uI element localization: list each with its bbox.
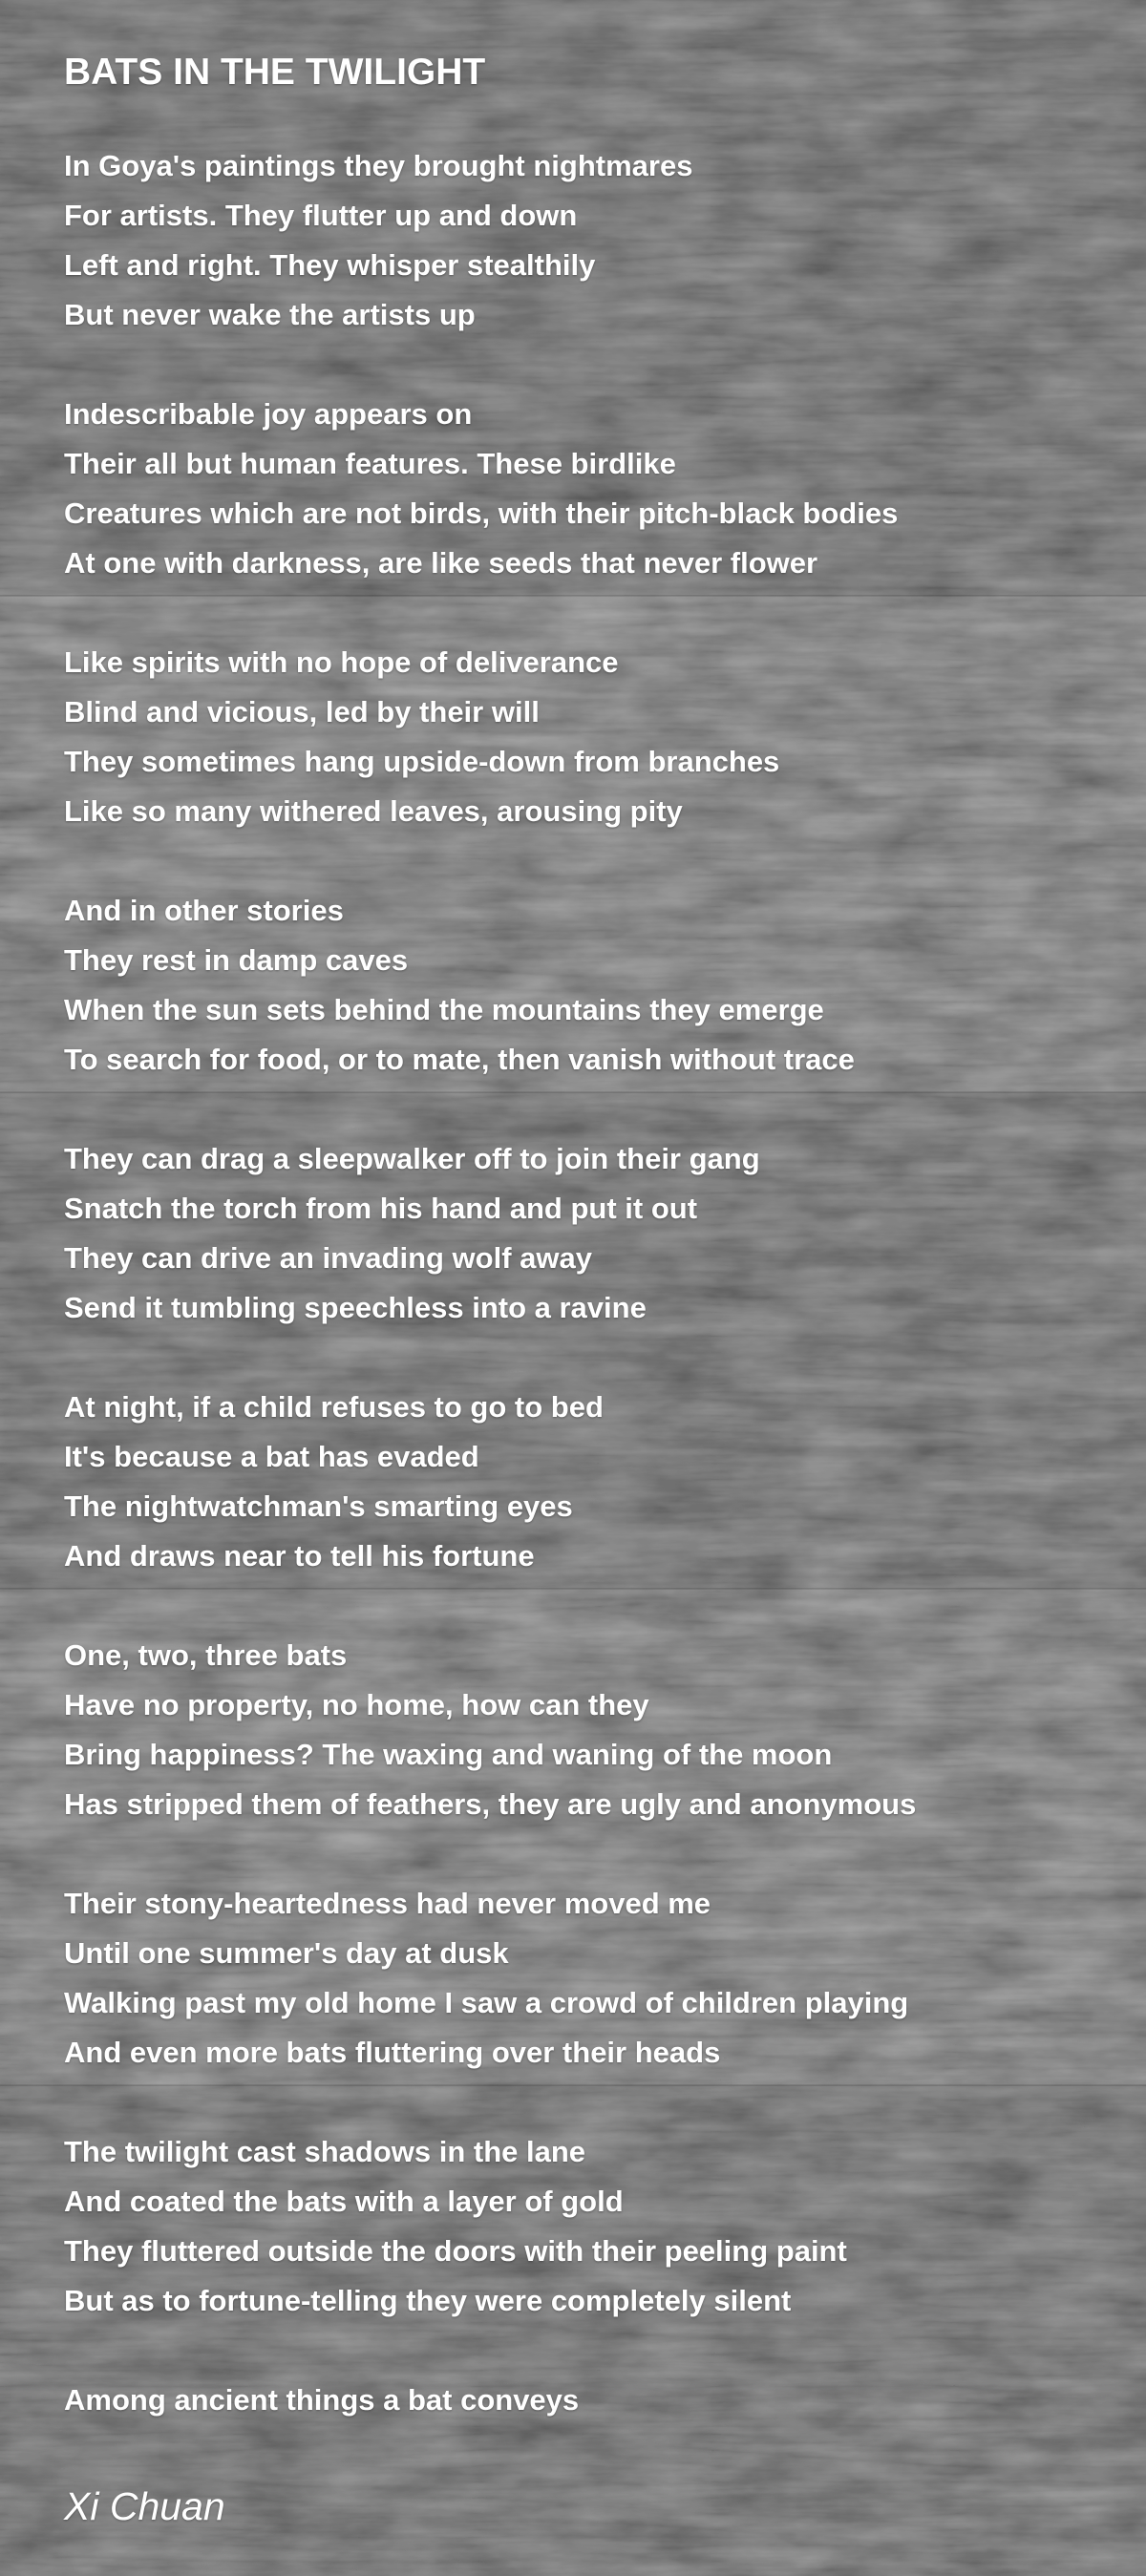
poem-author: Xi Chuan	[64, 2484, 225, 2528]
poem-line: At night, if a child refuses to go to bed	[64, 1390, 604, 1424]
poem-line: Has stripped them of feathers, they are ugly and anonymous	[64, 1787, 917, 1821]
poem-line: Snatch the torch from his hand and put it out	[64, 1192, 698, 1225]
poem-line: Left and right. They whisper stealthily	[64, 248, 596, 282]
poem-line: Creatures which are not birds, with their pitch-black bodies	[64, 496, 899, 530]
stanza-4	[64, 886, 1114, 1085]
poem-line: The nightwatchman's smarting eyes	[64, 1489, 573, 1523]
poem-line: Like spirits with no hope of deliverance	[64, 645, 619, 679]
stanza-10	[64, 2375, 1114, 2425]
poem-line: They fluttered outside the doors with their peeling paint	[64, 2234, 847, 2268]
poem-line: But as to fortune-telling they were completely silent	[64, 2284, 792, 2317]
poem-line: Walking past my old home I saw a crowd of children playing	[64, 1986, 909, 2019]
poem-line: Indescribable joy appears on	[64, 397, 473, 431]
stanza-8	[64, 1879, 1114, 2078]
stanza-1	[64, 141, 1114, 340]
poem-line: Their stony-heartedness had never moved me	[64, 1887, 711, 1920]
stanza-9	[64, 2127, 1114, 2326]
poem-line: One, two, three bats	[64, 1638, 348, 1672]
poem-line: They sometimes hang upside-down from branches	[64, 745, 780, 778]
poem-line: It's because a bat has evaded	[64, 1440, 479, 1473]
poem-line: They can drag a sleepwalker off to join their gang	[64, 1142, 760, 1175]
poem-body	[64, 141, 1114, 2425]
poem-line: And in other stories	[64, 894, 344, 927]
poem-line: Like so many withered leaves, arousing pity	[64, 794, 683, 828]
stanza-7	[64, 1631, 1114, 1829]
poem-line: The twilight cast shadows in the lane	[64, 2135, 586, 2168]
stanza-5	[64, 1134, 1114, 1333]
poem-line: They rest in damp caves	[64, 943, 409, 977]
stanza-2	[64, 390, 1114, 588]
poem-line: Their all but human features. These birdlike	[64, 447, 676, 480]
poem-line: They can drive an invading wolf away	[64, 1241, 592, 1275]
poem-line: Have no property, no home, how can they	[64, 1688, 649, 1721]
stanza-6	[64, 1383, 1114, 1581]
poem-line: Among ancient things a bat conveys	[64, 2383, 580, 2417]
poem-line: And draws near to tell his fortune	[64, 1539, 535, 1573]
poem-line: When the sun sets behind the mountains they emerge	[64, 993, 824, 1026]
poem-line: Send it tumbling speechless into a ravine	[64, 1291, 647, 1324]
stanza-3	[64, 638, 1114, 836]
poem-line: To search for food, or to mate, then vanish without trace	[64, 1043, 855, 1076]
poem-line: Until one summer's day at dusk	[64, 1936, 509, 1970]
poem-line: And even more bats fluttering over their heads	[64, 2036, 721, 2069]
poem-line: But never wake the artists up	[64, 298, 476, 331]
poem-line: Bring happiness? The waxing and waning of the moon	[64, 1738, 833, 1771]
poem-line: Blind and vicious, led by their will	[64, 695, 540, 728]
poem-title: BATS IN THE TWILIGHT	[64, 52, 486, 93]
poem-line: At one with darkness, are like seeds that never flower	[64, 546, 818, 580]
poem-line: And coated the bats with a layer of gold	[64, 2185, 624, 2218]
poem-line: In Goya's paintings they brought nightmares	[64, 149, 693, 182]
poem-line: For artists. They flutter up and down	[64, 199, 578, 232]
